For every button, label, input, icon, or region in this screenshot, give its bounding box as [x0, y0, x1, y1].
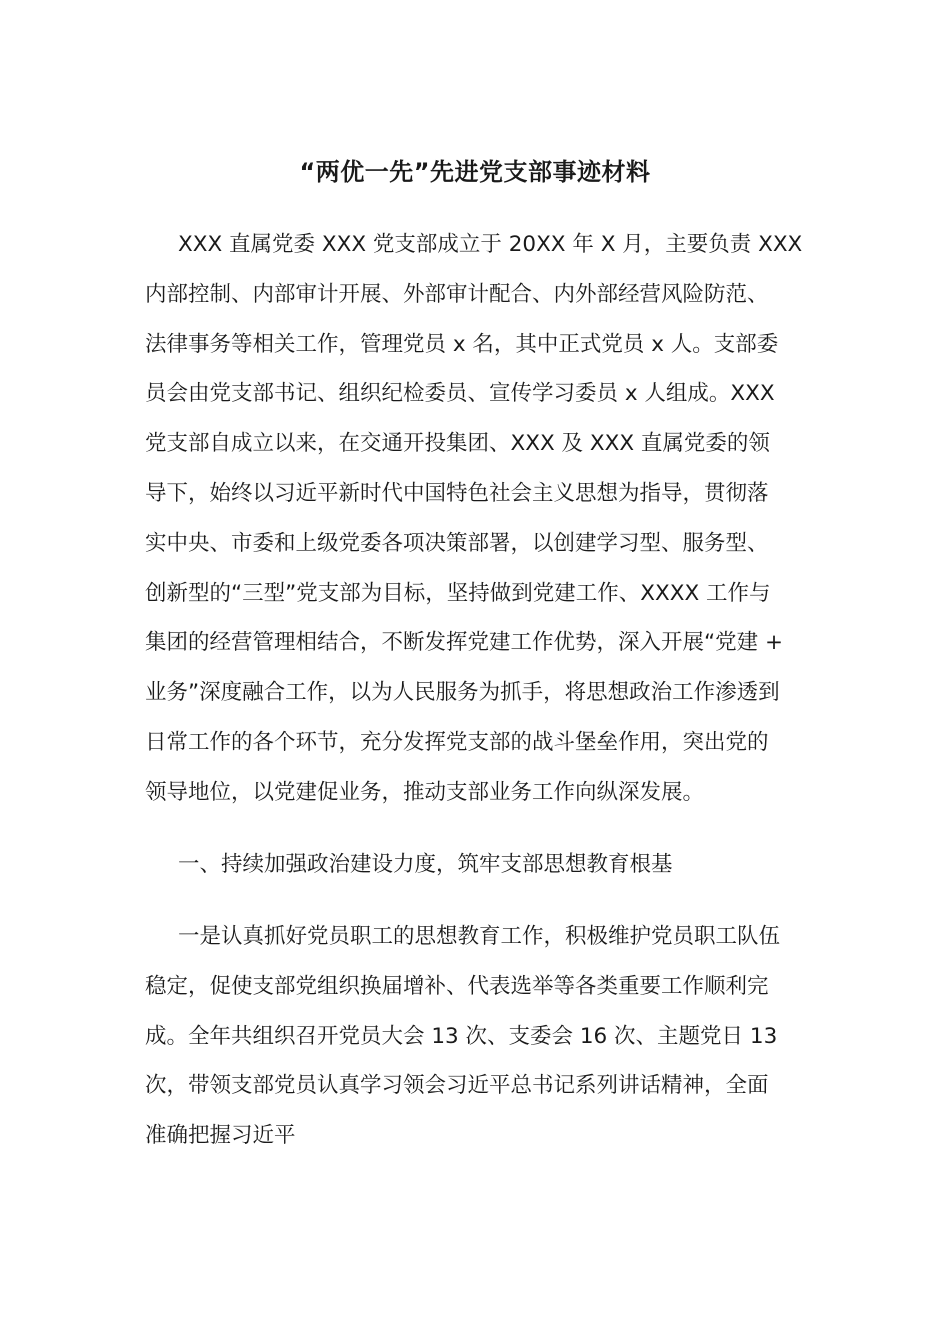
paragraph-line: 员会由党支部书记、组织纪检委员、宣传学习委员 x 人组成。XXX	[145, 381, 775, 407]
paragraph-line: 成。全年共组织召开党员大会 13 次、支委会 16 次、主题党日 13	[145, 1023, 778, 1049]
paragraph-line: 内部控制、内部审计开展、外部审计配合、内外部经营风险防范、	[145, 281, 769, 307]
paragraph-line: 创新型的“三型”党支部为目标，坚持做到党建工作、XXXX 工作与	[145, 580, 771, 606]
paragraph-section-1	[145, 912, 810, 1161]
paragraph-line: 领导地位，以党建促业务，推动支部业务工作向纵深发展。	[145, 779, 705, 805]
paragraph-line: 次，带领支部党员认真学习领会习近平总书记系列讲话精神，全面	[145, 1073, 769, 1099]
section-heading	[145, 840, 810, 890]
paragraph-intro	[145, 220, 810, 818]
paragraph-line: 日常工作的各个环节，充分发挥党支部的战斗堡垒作用，突出党的	[145, 729, 769, 755]
paragraph-line: XXX 直属党委 XXX 党支部成立于 20XX 年 X 月，主要负责 XXX	[178, 232, 803, 257]
paragraph-line: 实中央、市委和上级党委各项决策部署，以创建学习型、服务型、	[145, 530, 769, 556]
document-title: “两优一先”先进党支部事迹材料	[299, 158, 651, 186]
paragraph-line: 业务”深度融合工作，以为人民服务为抓手，将思想政治工作渗透到	[145, 680, 780, 706]
paragraph-line: 集团的经营管理相结合，不断发挥党建工作优势，深入开展“党建 +	[145, 630, 783, 656]
section-heading-text: 一、持续加强政治建设力度，筑牢支部思想教育根基	[178, 852, 673, 877]
paragraph-line: 一是认真抓好党员职工的思想教育工作，积极维护党员职工队伍	[178, 924, 781, 949]
paragraph-line: 导下，始终以习近平新时代中国特色社会主义思想为指导，贯彻落	[145, 480, 769, 506]
paragraph-line: 稳定，促使支部党组织换届增补、代表选举等各类重要工作顺利完	[145, 973, 769, 999]
paragraph-line: 党支部自成立以来，在交通开投集团、XXX 及 XXX 直属党委的领	[145, 431, 770, 457]
paragraph-line: 准确把握习近平	[145, 1123, 296, 1149]
paragraph-line: 法律事务等相关工作，管理党员 x 名，其中正式党员 x 人。支部委	[145, 331, 779, 357]
